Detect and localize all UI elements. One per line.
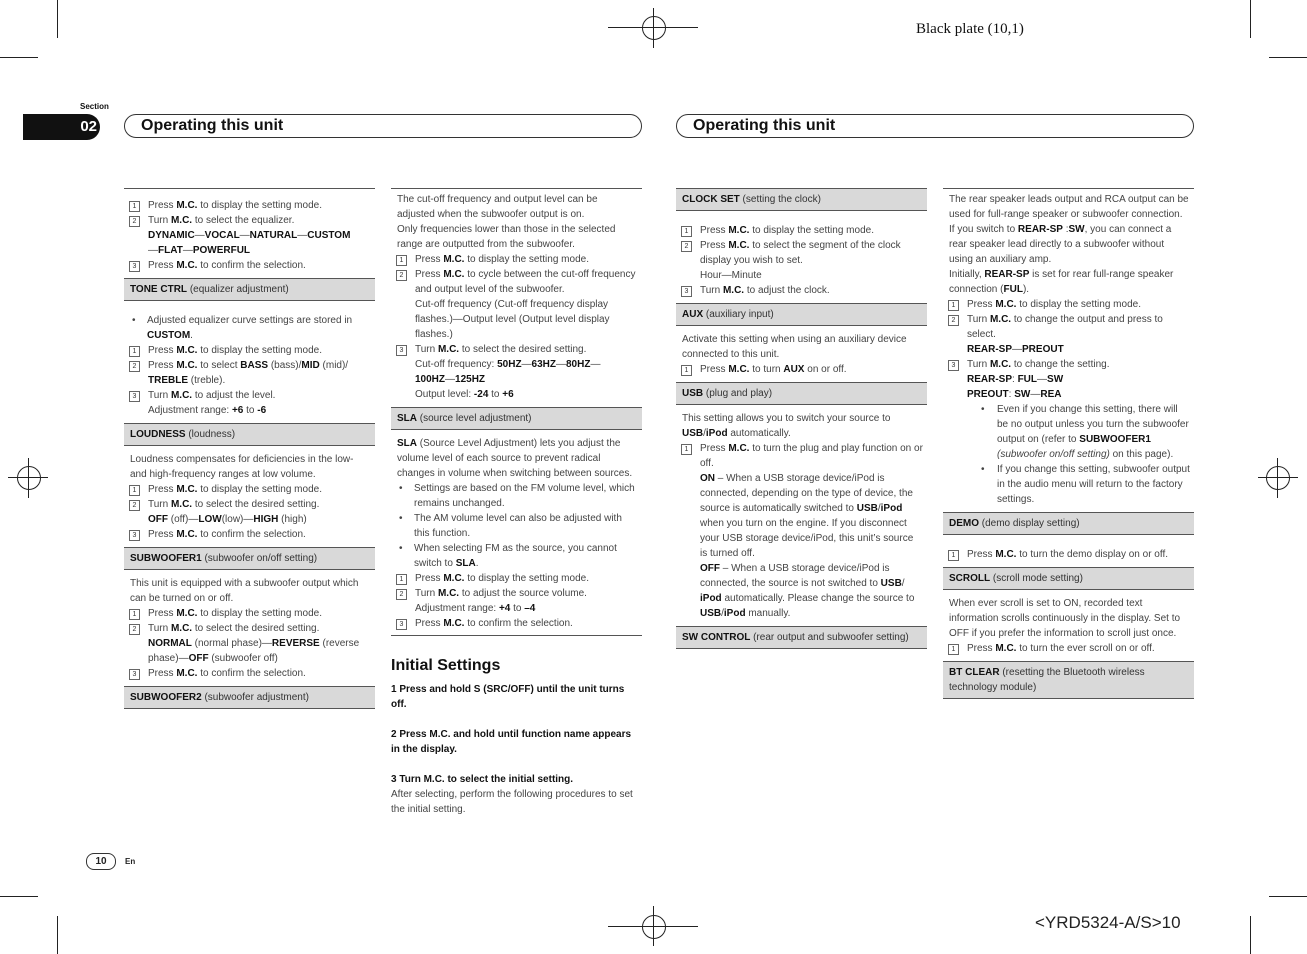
bullet: • Settings are based on the FM volume level, which remains unchanged. — [399, 483, 635, 509]
section-label: Section — [80, 102, 109, 111]
step: 3 Press M.C. to confirm the selection. — [124, 258, 375, 273]
step: 3 Turn M.C. to select the desired setting. Cut-off frequency: 50HZ—63HZ—80HZ— 100HZ—125HZ Output level: -24 to +6 — [391, 342, 642, 402]
registration-mark — [17, 466, 41, 490]
registration-mark — [642, 915, 666, 939]
registration-mark — [642, 16, 666, 40]
crop-mark — [1269, 57, 1307, 58]
procedure-step: 1 Press and hold S (SRC/OFF) until the unit turns off. — [391, 684, 625, 710]
paragraph: The cut-off frequency and output level can be adjusted when the subwoofer output is on. — [397, 194, 598, 220]
column-4 — [943, 188, 1194, 705]
setting-header-aux: AUX (auxiliary input) — [676, 303, 927, 326]
registration-mark-line — [28, 458, 29, 498]
registration-mark-line — [653, 8, 654, 48]
registration-mark-line — [653, 906, 654, 946]
setting-header-clock-set: CLOCK SET (setting the clock) — [676, 188, 927, 211]
step: 1 Press M.C. to turn the ever scroll on or off. — [943, 641, 1194, 656]
page-language: En — [125, 857, 136, 866]
procedure-step: 2 Press M.C. and hold until function name appears in the display. — [391, 729, 632, 755]
crop-mark — [1269, 896, 1307, 897]
page-header-left: Operating this unit — [124, 114, 642, 138]
registration-mark — [1266, 466, 1290, 490]
setting-header-bt-clear: BT CLEAR (resetting the Bluetooth wireless technology module) — [943, 661, 1194, 699]
document-code: <YRD5324-A/S>10 — [1035, 913, 1181, 932]
crop-mark — [0, 896, 38, 897]
setting-header-usb: USB (plug and play) — [676, 382, 927, 405]
crop-mark — [0, 57, 38, 58]
step: 1 Press M.C. to display the setting mode. — [124, 198, 375, 213]
step: 1 Press M.C. to turn AUX on or off. — [676, 362, 927, 377]
column-2 — [391, 188, 642, 817]
paragraph: This unit is equipped with a subwoofer output which can be turned on or off. — [130, 578, 359, 604]
registration-mark-line — [1277, 458, 1278, 498]
bullet: • When selecting FM as the source, you cannot switch to SLA. — [399, 543, 617, 569]
paragraph: Only frequencies lower than those in the selected range are outputted from the subwoofer. — [397, 224, 616, 250]
step: 2 Turn M.C. to adjust the source volume. Adjustment range: +4 to –4 — [391, 586, 642, 616]
page-number-badge: 10 — [86, 853, 116, 870]
paragraph: After selecting, perform the following procedures to set the initial setting. — [391, 789, 633, 815]
paragraph: Activate this setting when using an auxiliary device connected to this unit. — [682, 334, 907, 360]
step: 1 Press M.C. to display the setting mode. — [391, 252, 642, 267]
setting-header-demo: DEMO (demo display setting) — [943, 512, 1194, 535]
crop-mark — [57, 0, 58, 38]
step: 2 Press M.C. to select the segment of the clock display you wish to set. Hour—Minute — [676, 238, 927, 283]
step: 2 Turn M.C. to change the output and press to select. REAR-SP—PREOUT — [943, 312, 1194, 357]
setting-header-sw-control: SW CONTROL (rear output and subwoofer setting) — [676, 626, 927, 649]
paragraph: SLA (Source Level Adjustment) lets you adjust the volume level of each source to prevent radical changes in volume when switching between sources. — [397, 438, 633, 479]
column-3 — [676, 188, 927, 655]
setting-header-tone-ctrl: TONE CTRL (equalizer adjustment) — [124, 278, 375, 301]
step: 1 Press M.C. to display the setting mode. — [391, 571, 642, 586]
bullet: • If you change this setting, subwoofer output in the audio menu will return to the factory settings. — [981, 464, 1190, 505]
step: 3 Press M.C. to confirm the selection. — [124, 666, 375, 681]
step: 2 Turn M.C. to select the desired setting. NORMAL (normal phase)—REVERSE (reverse phase)—OFF (subwoofer off) — [124, 621, 375, 666]
step: 1 Press M.C. to display the setting mode. — [124, 343, 375, 358]
setting-header-subwoofer1: SUBWOOFER1 (subwoofer on/off setting) — [124, 547, 375, 570]
step: 2 Turn M.C. to select the equalizer. DYNAMIC—VOCAL—NATURAL—CUSTOM —FLAT—POWERFUL — [124, 213, 375, 258]
bullet: • The AM volume level can also be adjusted with this function. — [399, 513, 622, 539]
crop-mark — [1250, 0, 1251, 38]
column-1 — [124, 188, 375, 715]
registration-mark-line — [1258, 477, 1298, 478]
paragraph: This setting allows you to switch your source to USB/iPod automatically. — [682, 413, 891, 439]
step: 3 Turn M.C. to change the setting. REAR-SP: FUL—SW PREOUT: SW—REA — [943, 357, 1194, 402]
bullet: • Even if you change this setting, there will be no output unless you turn the subwoofer output on (refer to SUBWOOFER1 (subwoofer on/off setting) on this page). — [981, 404, 1189, 460]
setting-header-subwoofer2: SUBWOOFER2 (subwoofer adjustment) — [124, 686, 375, 709]
step: 2 Press M.C. to select BASS (bass)/MID (mid)/ TREBLE (treble). — [124, 358, 375, 388]
section-number-badge: 02 — [23, 114, 100, 140]
step: 2 Press M.C. to cycle between the cut-off frequency and output level of the subwoofer. Cut-off frequency (Cut-off frequency display flashes.)—Output level (Output level display flashes.) — [391, 267, 642, 342]
paragraph: When ever scroll is set to ON, recorded text information scrolls continuously in the display. Set to OFF if you prefer the information to scroll just once. — [949, 598, 1181, 639]
section-heading: Initial Settings — [391, 657, 501, 674]
paragraph: The rear speaker leads output and RCA output can be used for full-range speaker or subwoofer connection. — [949, 194, 1189, 220]
paragraph: If you switch to REAR-SP :SW, you can connect a rear speaker lead directly to a subwoofer without using an auxiliary amp. — [949, 224, 1172, 265]
crop-mark — [57, 916, 58, 954]
bullet: • Adjusted equalizer curve settings are stored in CUSTOM. — [132, 315, 353, 341]
procedure-step: 3 Turn M.C. to select the initial setting. — [391, 774, 574, 785]
step: 3 Press M.C. to confirm the selection. — [124, 527, 375, 542]
step: 1 Press M.C. to turn the plug and play function on or off. ON – When a USB storage device/iPod is connected, depending on the type of device, the source is automatically switched to USB/iPod when you turn on the engine. If you disconnect your USB storage device/iPod, this unit’s source is turned off. OFF – When a USB storage device/iPod is connected, the source is not switched to USB/ iPod automatically. Please change the source to USB/iPod manually. — [676, 441, 927, 621]
step: 1 Press M.C. to display the setting mode. — [943, 297, 1194, 312]
step: 1 Press M.C. to display the setting mode. — [676, 223, 927, 238]
step: 1 Press M.C. to display the setting mode. — [124, 606, 375, 621]
step: 3 Turn M.C. to adjust the clock. — [676, 283, 927, 298]
page-header-right: Operating this unit — [676, 114, 1194, 138]
setting-header-loudness: LOUDNESS (loudness) — [124, 423, 375, 446]
setting-header-scroll: SCROLL (scroll mode setting) — [943, 567, 1194, 590]
crop-mark — [1250, 916, 1251, 954]
paragraph: Initially, REAR-SP is set for rear full-range speaker connection (FUL). — [949, 269, 1174, 295]
setting-header-sla: SLA (source level adjustment) — [391, 407, 642, 430]
step: 1 Press M.C. to display the setting mode. — [124, 482, 375, 497]
paragraph: Loudness compensates for deficiencies in the low- and high-frequency ranges at low volume. — [130, 454, 354, 480]
step: 2 Turn M.C. to select the desired setting. OFF (off)—LOW(low)—HIGH (high) — [124, 497, 375, 527]
step: 3 Press M.C. to confirm the selection. — [391, 616, 642, 631]
step: 1 Press M.C. to turn the demo display on or off. — [943, 547, 1194, 562]
step: 3 Turn M.C. to adjust the level. Adjustment range: +6 to -6 — [124, 388, 375, 418]
plate-label: Black plate (10,1) — [916, 21, 1024, 37]
